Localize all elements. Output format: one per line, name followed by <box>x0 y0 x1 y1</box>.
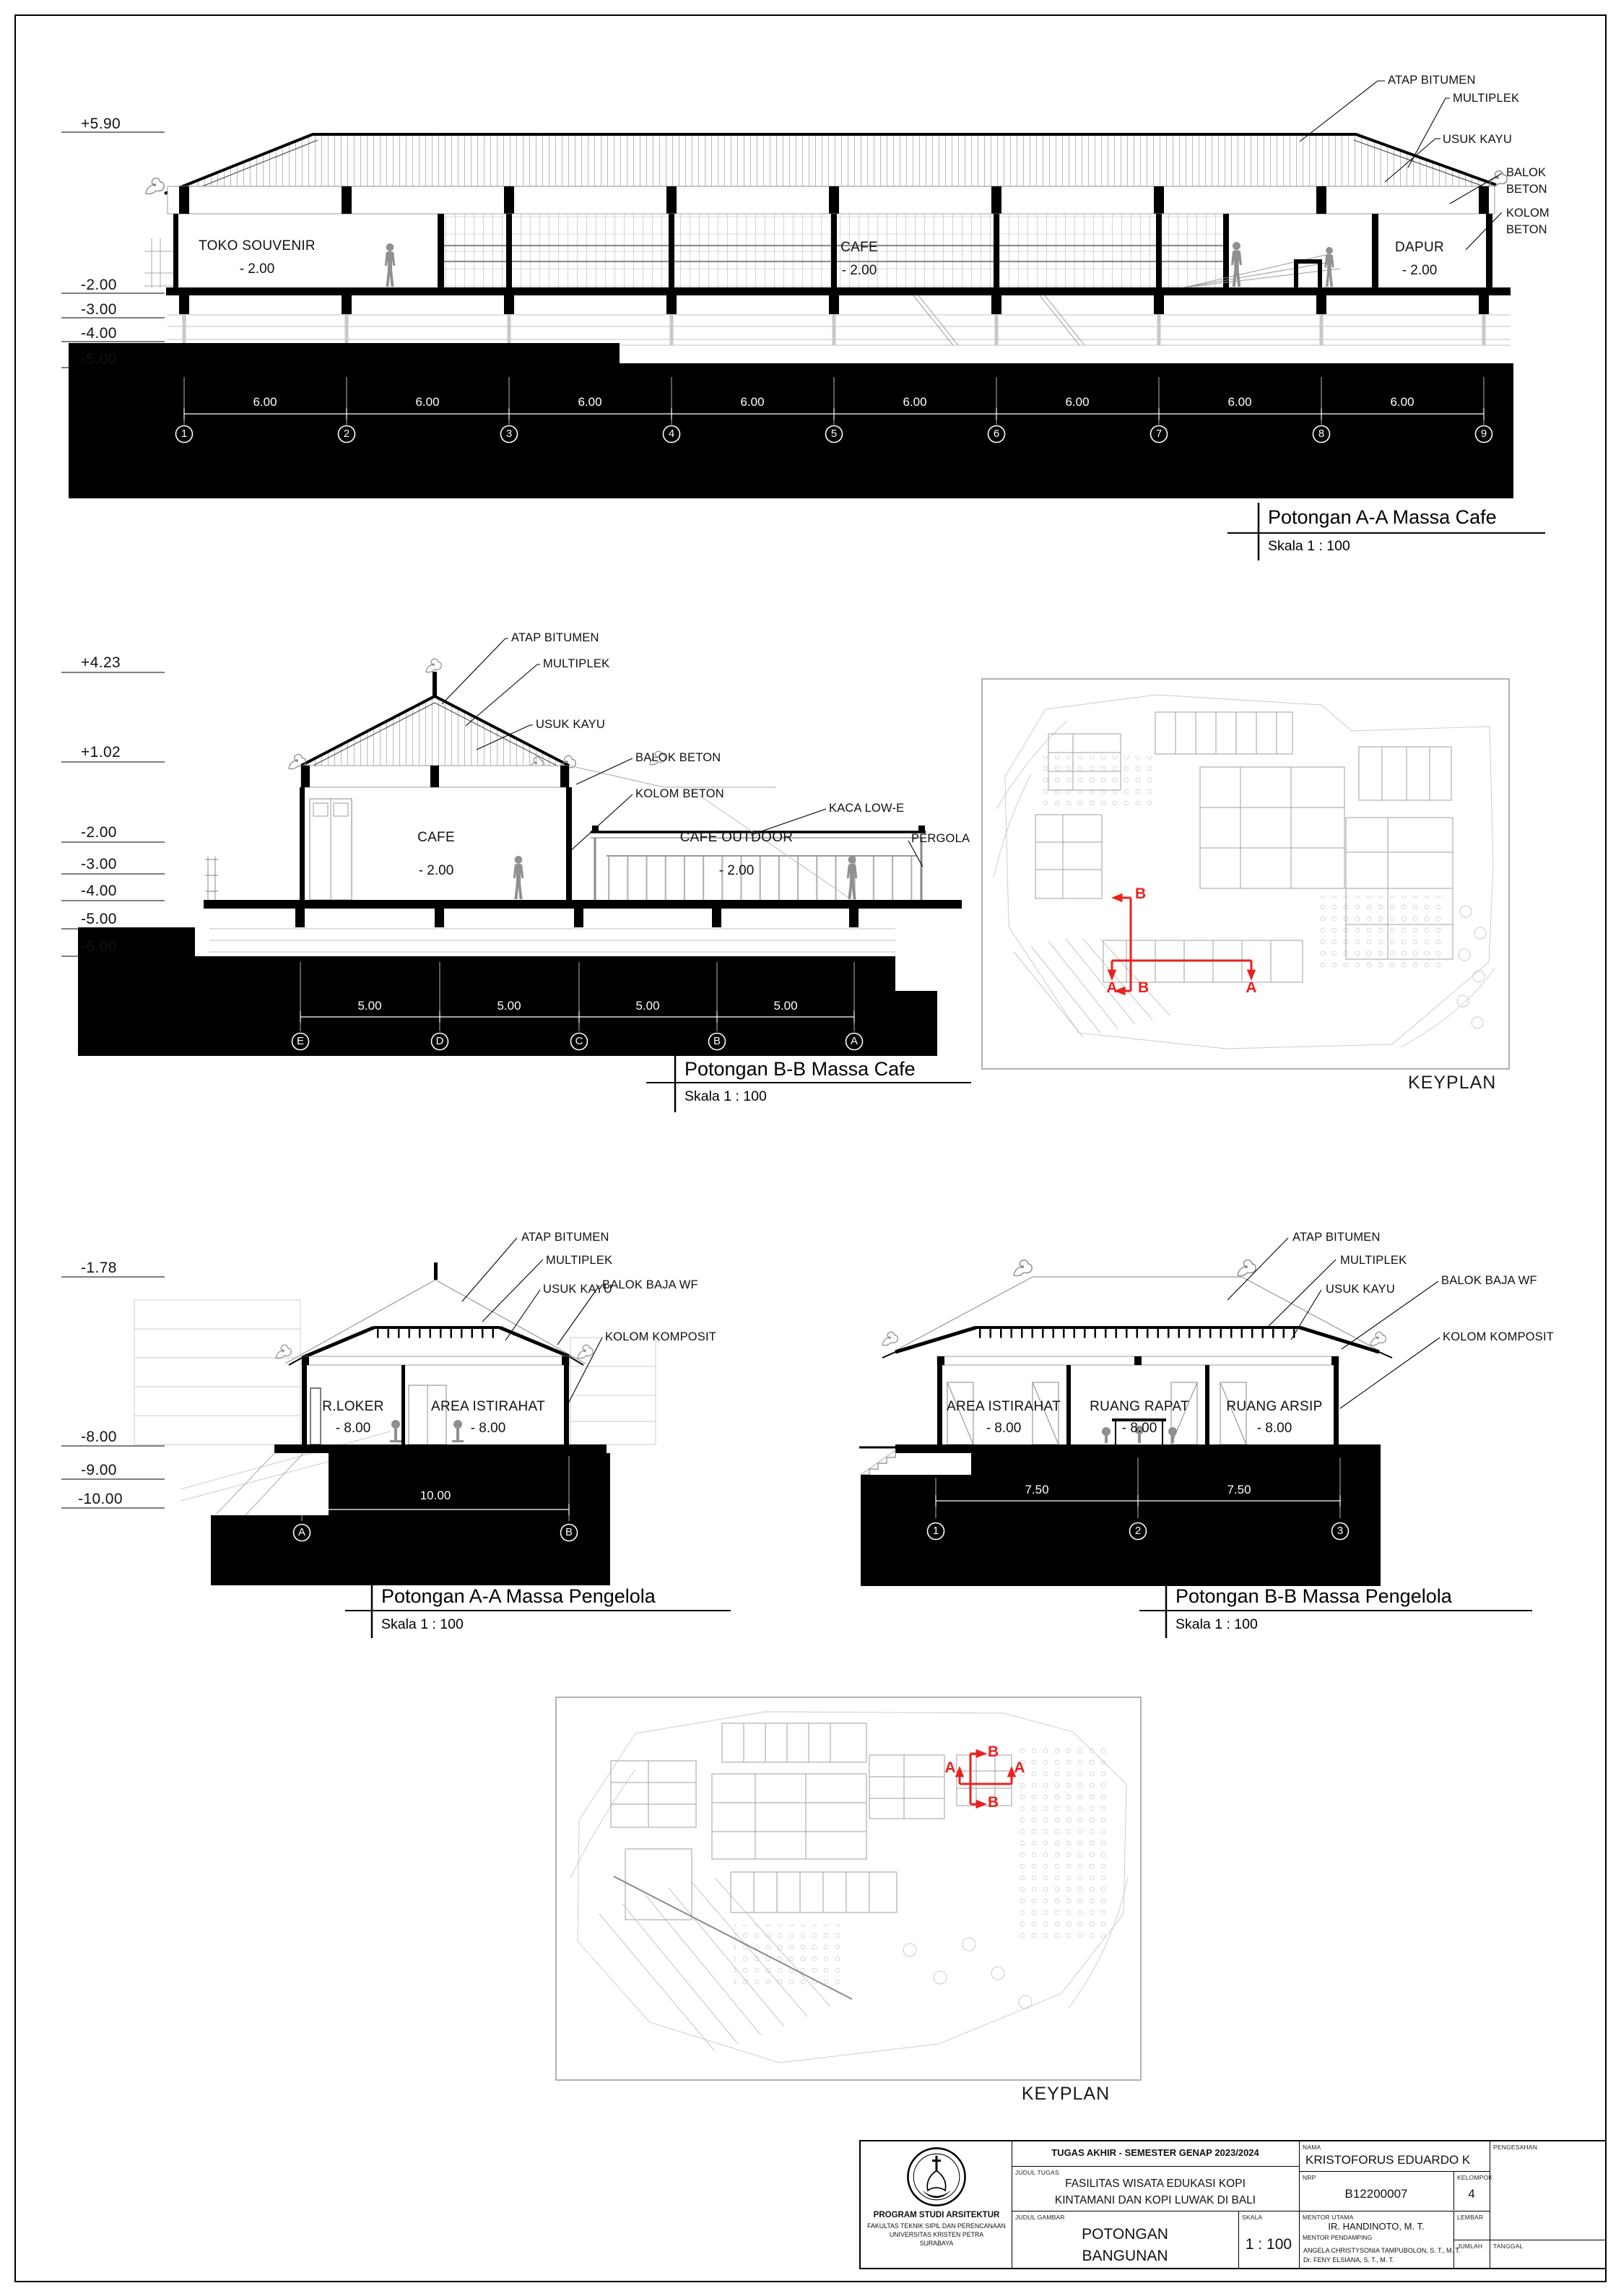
section-scale: Skala 1 : 100 <box>381 1616 464 1632</box>
title-block-logo-cell <box>861 2141 1012 2268</box>
mentor-utama-name: IR. HANDINOTO, M. T. <box>1328 2221 1425 2232</box>
section-scale: Skala 1 : 100 <box>1268 538 1350 554</box>
dimension-label: 6.00 <box>253 395 277 409</box>
room-level: - 8.00 <box>1256 1421 1292 1436</box>
mentor-pendamping-name1: ANGELA CHRISTYSONIA TAMPUBOLON, S. T., M. T. <box>1303 2247 1461 2254</box>
cut-mark-label: A <box>1246 979 1257 996</box>
grid-bubble: 3 <box>505 428 513 440</box>
university-logo-icon <box>905 2146 968 2208</box>
dimension-label: 5.00 <box>773 999 798 1013</box>
tanggal-cell <box>1490 2240 1605 2268</box>
callout-label: USUK KAYU <box>543 1283 612 1296</box>
nrp-label: NRP <box>1303 2174 1316 2181</box>
chair-icon <box>390 1420 464 1442</box>
elevation-label: -8.00 <box>81 1429 117 1445</box>
section1-drawing <box>61 81 1545 560</box>
callout-label: KACA LOW-E <box>829 802 905 815</box>
dimension-label: 10.00 <box>420 1489 451 1502</box>
grid-bubble: 6 <box>993 428 1000 440</box>
dimension-label: 6.00 <box>1390 395 1414 409</box>
grid-bubble: 2 <box>1134 1525 1142 1537</box>
elevation-label: -6.00 <box>81 938 117 955</box>
cut-mark-label: B <box>988 1743 999 1760</box>
judul-tugas-cell <box>1012 2167 1300 2211</box>
skala-cell <box>1239 2211 1300 2268</box>
room-level: - 8.00 <box>986 1421 1022 1436</box>
room-label: DAPUR <box>1394 240 1445 255</box>
callout-label: MULTIPLEK <box>1340 1254 1407 1267</box>
grid-bubble: A <box>297 1526 306 1538</box>
cut-mark-label: B <box>1138 979 1150 996</box>
section-scale: Skala 1 : 100 <box>1175 1616 1258 1632</box>
room-label: R.LOKER <box>322 1399 384 1414</box>
grid-bubble: C <box>575 1035 583 1047</box>
dimension-label: 6.00 <box>740 395 765 409</box>
callout-label: MULTIPLEK <box>546 1254 613 1267</box>
section-title: Potongan A-A Massa Cafe <box>1268 506 1497 528</box>
section-title: Potongan B-B Massa Pengelola <box>1175 1585 1452 1607</box>
nrp-row <box>1300 2172 1493 2211</box>
jumlah-cell <box>1454 2240 1490 2268</box>
callout-label: ATAP BITUMEN <box>511 631 599 644</box>
cut-mark-label: B <box>988 1794 999 1811</box>
keyplan-label: KEYPLAN <box>1408 1073 1497 1093</box>
skala-value: 1 : 100 <box>1245 2236 1292 2253</box>
mentor-pendamping-label: MENTOR PENDAMPING <box>1303 2234 1373 2241</box>
cut-mark-label: B <box>1135 885 1147 902</box>
dimension-label: 6.00 <box>578 395 602 409</box>
room-label: RUANG RAPAT <box>1090 1399 1189 1414</box>
section-title: Potongan A-A Massa Pengelola <box>381 1585 656 1607</box>
elevation-label: -1.78 <box>81 1260 117 1276</box>
grid-bubble: 9 <box>1480 428 1487 440</box>
assignment-header: TUGAS AKHIR - SEMESTER GENAP 2023/2024 <box>1051 2147 1259 2158</box>
person-silhouette <box>1324 247 1334 287</box>
grid-bubble: D <box>435 1035 444 1047</box>
mentor-utama-label: MENTOR UTAMA <box>1303 2214 1354 2221</box>
cut-mark-label: A <box>944 1759 956 1776</box>
room-level: - 2.00 <box>841 263 877 278</box>
elevation-label: +5.90 <box>81 116 121 132</box>
nrp-cell <box>1300 2172 1454 2210</box>
grid-bubble: 1 <box>181 428 188 440</box>
room-level: - 8.00 <box>1121 1421 1157 1436</box>
callout-label: KOLOM BETON <box>635 787 724 800</box>
elevation-label: +4.23 <box>81 654 121 671</box>
title-block-right-column <box>1300 2141 1493 2268</box>
person-silhouette <box>513 856 524 899</box>
keyplan2-drawing <box>556 1697 1141 2080</box>
dimension-label: 6.00 <box>903 395 927 409</box>
grid-bubble: 3 <box>1337 1525 1344 1537</box>
room-level: - 2.00 <box>239 261 275 277</box>
room-label: AREA ISTIRAHAT <box>947 1399 1061 1414</box>
room-level: - 8.00 <box>335 1421 371 1436</box>
dimension-label: 6.00 <box>1227 395 1252 409</box>
pengesahan-cell <box>1490 2141 1605 2240</box>
grid-bubble: B <box>713 1035 721 1047</box>
room-label: CAFE <box>840 240 878 255</box>
mentor-cell <box>1300 2211 1461 2268</box>
section-scale: Skala 1 : 100 <box>685 1088 767 1104</box>
elevation-label: -10.00 <box>78 1491 123 1507</box>
program-name: PROGRAM STUDI ARSITEKTUR <box>873 2211 1000 2219</box>
person-silhouette <box>385 243 396 287</box>
callout-label: PERGOLA <box>911 832 970 845</box>
grid-bubble: E <box>296 1035 305 1047</box>
judul-gambar-label: JUDUL GAMBAR <box>1015 2214 1065 2221</box>
grid-bubble: 5 <box>830 428 838 440</box>
person-silhouette <box>1231 242 1242 287</box>
elevation-label: -2.00 <box>81 277 117 293</box>
elevation-label: -4.00 <box>81 325 117 342</box>
room-level: - 2.00 <box>418 863 454 878</box>
cut-mark-label: A <box>1106 979 1118 996</box>
jumlah-label: JUMLAH <box>1457 2243 1483 2250</box>
section-title: Potongan B-B Massa Cafe <box>685 1058 916 1080</box>
grid-bubble: A <box>850 1035 859 1047</box>
judul-tugas-label: JUDUL TUGAS <box>1015 2169 1059 2176</box>
person-silhouette <box>847 856 858 899</box>
dimension-label: 6.00 <box>1065 395 1090 409</box>
cut-mark-label: A <box>1014 1759 1025 1776</box>
dimension-label: 5.00 <box>357 999 382 1013</box>
kelompok-cell <box>1454 2172 1493 2210</box>
judul-gambar-cell <box>1012 2211 1239 2268</box>
grid-bubble: 4 <box>668 428 675 440</box>
callout-label: BALOK BAJA WF <box>602 1278 698 1291</box>
dimension-label: 5.00 <box>635 999 660 1013</box>
roof-finial-icon <box>882 1332 898 1346</box>
elevation-label: -3.00 <box>81 856 117 872</box>
room-label: CAFE OUTDOOR <box>679 830 794 845</box>
keyplan1-drawing <box>982 679 1509 1069</box>
callout-label: USUK KAYU <box>536 718 605 731</box>
room-level: - 8.00 <box>470 1421 506 1436</box>
keyplan-label: KEYPLAN <box>1021 2084 1111 2104</box>
callout-label: KOLOM BETON <box>1506 207 1550 237</box>
grid-bubble: B <box>565 1526 573 1538</box>
room-level: - 2.00 <box>718 863 755 878</box>
room-label: AREA ISTIRAHAT <box>431 1399 545 1414</box>
room-level: - 2.00 <box>1401 263 1438 278</box>
roof-finial-icon <box>426 659 441 672</box>
title-block-far-right-column <box>1490 2141 1605 2268</box>
callout-label: ATAP BITUMEN <box>1388 74 1476 87</box>
title-block <box>859 2140 1607 2269</box>
callout-label: ATAP BITUMEN <box>521 1231 609 1244</box>
tanggal-label: TANGGAL <box>1493 2243 1524 2250</box>
title-block-middle-column <box>1012 2141 1300 2268</box>
callout-label: KOLOM KOMPOSIT <box>605 1330 717 1343</box>
mentor-pendamping-name2: Dr. FENY ELSIANA, S. T., M. T. <box>1303 2256 1394 2263</box>
judul-tugas-line2: KINTAMANI DAN KOPI LUWAK DI BALI <box>1054 2194 1256 2206</box>
pengesahan-label: PENGESAHAN <box>1493 2144 1538 2151</box>
university-name: UNIVERSITAS KRISTEN PETRA <box>889 2231 984 2238</box>
callout-label: USUK KAYU <box>1326 1283 1395 1296</box>
grid-bubble: 7 <box>1155 428 1162 440</box>
elevation-label: -5.00 <box>81 911 117 927</box>
grid-bubble: 8 <box>1318 428 1325 440</box>
elevation-label: -2.00 <box>81 824 117 841</box>
dimension-label: 6.00 <box>415 395 440 409</box>
elevation-label: +1.02 <box>81 744 121 761</box>
elevation-label: -5.00 <box>81 351 117 368</box>
nama-label: NAMA <box>1303 2144 1321 2151</box>
roof-finial-icon <box>578 1345 593 1359</box>
callout-label: KOLOM KOMPOSIT <box>1443 1330 1555 1343</box>
callout-label: MULTIPLEK <box>543 657 610 670</box>
section2-drawing <box>61 638 971 1112</box>
callout-label: BALOK BETON <box>1506 166 1547 196</box>
student-id: B12200007 <box>1344 2187 1408 2201</box>
elevation-label: -9.00 <box>81 1462 117 1478</box>
student-name: KRISTOFORUS EDUARDO K <box>1305 2153 1471 2167</box>
drawing-title-line2: BANGUNAN <box>1082 2248 1168 2264</box>
section4-drawing <box>859 1238 1532 1638</box>
dimension-label: 7.50 <box>1025 1483 1049 1496</box>
callout-label: ATAP BITUMEN <box>1292 1231 1381 1244</box>
lembar-cell <box>1454 2211 1490 2240</box>
callout-label: MULTIPLEK <box>1453 92 1520 105</box>
door-frame <box>1296 261 1320 287</box>
roof-finial-icon <box>1014 1260 1032 1276</box>
room-label: TOKO SOUVENIR <box>199 238 316 254</box>
group-number: 4 <box>1468 2187 1475 2201</box>
assignment-header-cell <box>1012 2141 1300 2167</box>
faculty-name: FAKULTAS TEKNIK SIPIL DAN PERENCANAAN <box>867 2222 1006 2230</box>
drawing-title-line1: POTONGAN <box>1082 2226 1168 2243</box>
lembar-label: LEMBAR <box>1457 2214 1484 2221</box>
judul-tugas-line1: FASILITAS WISATA EDUKASI KOPI <box>1065 2178 1246 2190</box>
kelompok-label: KELOMPOK <box>1457 2174 1493 2181</box>
roof-finial-icon <box>276 1345 291 1359</box>
elevation-label: -4.00 <box>81 883 117 899</box>
skala-label: SKALA <box>1242 2214 1263 2221</box>
elevation-label: -3.00 <box>81 301 117 318</box>
grid-bubble: 2 <box>343 428 350 440</box>
grid-bubble: 1 <box>932 1525 939 1537</box>
callout-label: BALOK BAJA WF <box>1441 1274 1537 1287</box>
roof-finial-icon <box>1370 1332 1386 1346</box>
callout-label: BALOK BETON <box>635 751 721 764</box>
dimension-label: 5.00 <box>497 999 521 1013</box>
nama-cell <box>1300 2141 1490 2172</box>
roof-finial-icon <box>146 178 164 194</box>
dimension-label: 7.50 <box>1227 1483 1251 1496</box>
room-label: CAFE <box>417 830 455 845</box>
city-name: SURABAYA <box>919 2240 954 2247</box>
section3-drawing <box>61 1238 731 1638</box>
room-label: RUANG ARSIP <box>1226 1399 1323 1414</box>
callout-label: USUK KAYU <box>1443 133 1512 146</box>
